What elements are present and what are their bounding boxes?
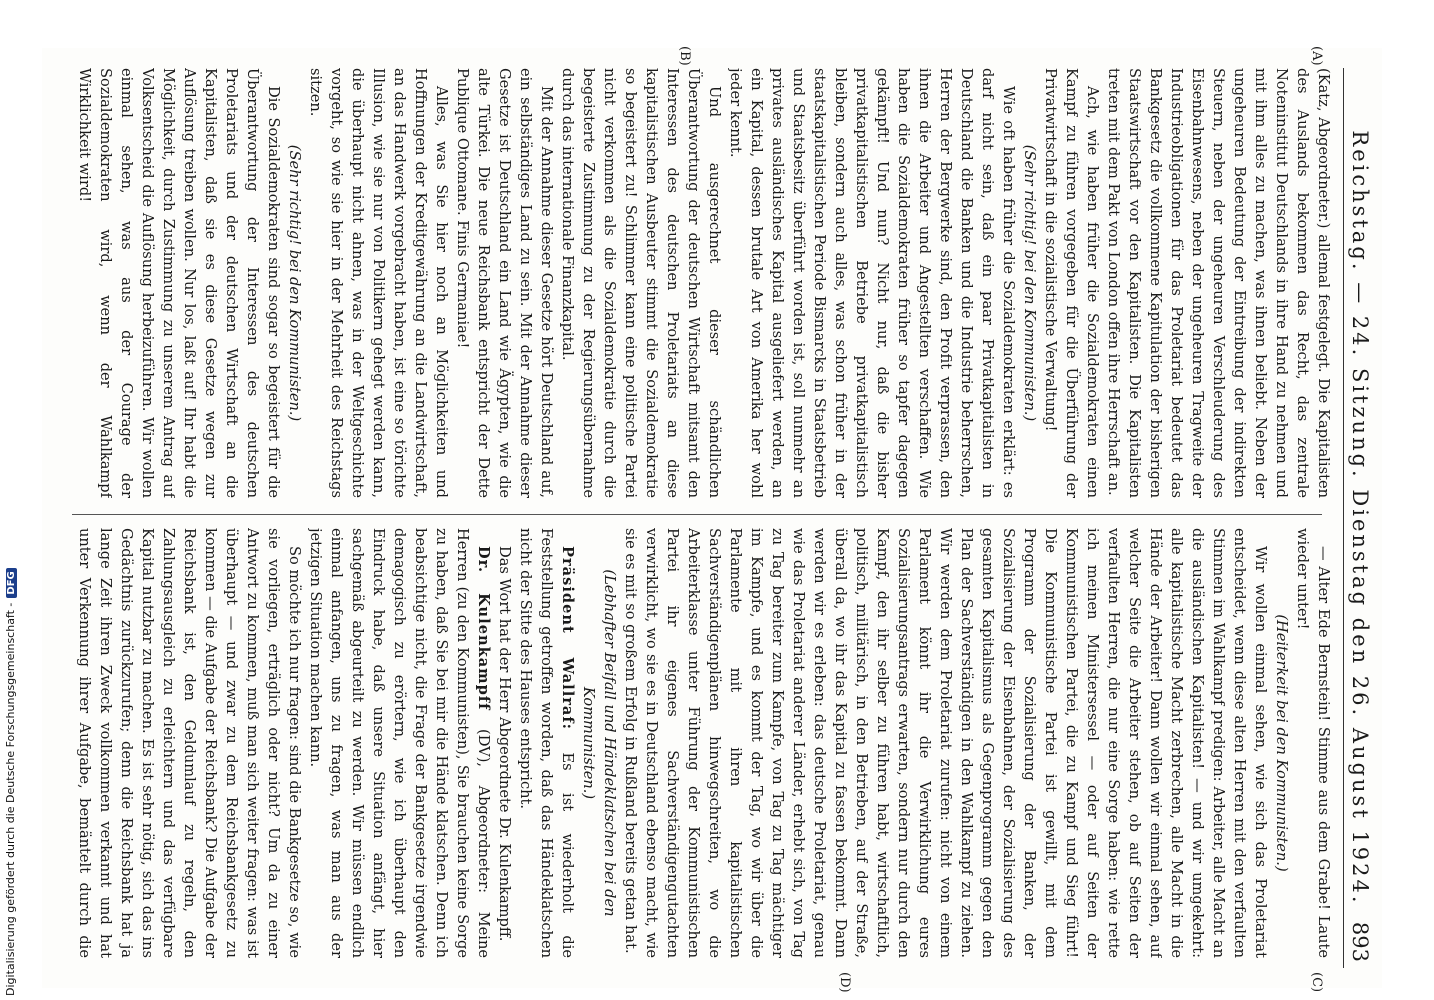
interjection: (Sehr richtig! bei den Kommunisten.) [1021, 144, 1038, 422]
speaker-name: Dr. Kulenkampff [475, 546, 492, 711]
interjection: (Heiterkeit bei den Kommunisten.) [1273, 614, 1290, 872]
paragraph: Alles, was Sie hier noch an Möglichkeiten und Hoffnungen der Kreditgewährung an die Landwirtschaft, an das Handwerk vorgebracht haben, ist eine so törichte Illusion, wie sie nur von Politikern gehegt werden kann, die überhaupt nicht ahnen, was in der Weltgeschichte vorgeht, so wie sie hier in der Mehrheit des Reichstags sitzen. [307, 68, 450, 498]
margin-marker-d: (D) [837, 972, 852, 993]
paragraph: So möchte ich nur fragen: sind die Bankgesetze so, wie sie vorliegen, erträglich oder nicht? Um da zu einer Antwort zu kommen, muß man sich weiter fragen: was ist überhaupt — und zwar zu dem Reichsbankgesetz zu kommen — die Aufgabe der Reichsbank? Die Aufgabe der Reichsbank ist, den Geldumlauf zu regeln, den Zahlungsausgleich zu erleichtern und das verfügbare Kapital nutzbar zu machen. Es ist sehr nötig, sich das ins Gedächtnis zurückzurufen; denn die Reichsbank hat ja lange Zeit ihren Zweck vollkommen verkannt und hat unter Verkennung ihrer Aufgabe, bemäntelt durch die [76, 528, 303, 958]
interjection: (Sehr richtig! bei den Kommunisten.) [286, 144, 303, 422]
speaker-name: Präsident Wallraf: [559, 546, 576, 731]
paragraph: Mit der Annahme dieser Gesetze hört Deutschland auf, ein selbständiges Land zu sein. Mit der Annahme dieser Gesetze ist Deutschland ein Land wie Ägypten, wie die alte Türkei. Die neue Reichsbank entspricht der Dette Publique Ottomane. Finis Germaniae! [454, 68, 555, 498]
paragraph: Wir wollen einmal sehen, wie sich das Proletariat entscheidet, wenn diese alten Herren mit den verfaulten Stimmen im Wahlkampf predigen: Arbeiter, alle Macht an die ausländischen Kapitalisten! — und wir umgekehrt: alle kapitalistische Macht zerbrechen, alle Macht in die Hände der Arbeiter! Dann wollen wir einmal sehen, auf welcher Seite die Arbeiter stehen, ob auf Seiten der verfaulten Herren, die nur eine Sorge haben: wie rette ich meinen Ministersessel — oder auf Seiten der Kommunistischen Partei, die zu Kampf und Sieg führt! Die Kommunistische Partei ist gewillt, mit dem Programm der Sozialisierung der Banken, der Sozialisierung der Eisenbahnen, der Sozialisierung des gesamten Kapitalismus als Gegenprogramm gegen den Plan der Sachverständigen in den Wahlkampf zu ziehen. Wir werden dem Proletariat zurufen: nicht von einem Parlament könnt ihr die Verwirklichung eures Sozialisierungsantrags erwarten, sondern nur durch den Kampf, den ihr selber zu führen habt, wirtschaftlich, politisch, militärisch, in den Betrieben, auf der Straße, überall da, wo ihr das Kapital zu fassen bekommt. Dann werden wir es erleben: das deutsche Proletariat, genau wie das Proletariat anderer Länder, erhebt sich, von Tag zu Tag bereiter zum Kampfe, von Tag zu Tag mächtiger im Kampfe, und es kommt der Tag, wo wir über die Parlamente mit ihren kapitalistischen Sachverständigenplänen hinwegschreiten, wo die Arbeiterklasse unter Führung der Kommunistischen Partei ihr eigenes Sachverständigengutachten verwirklicht, wo sie es in Deutschland ebenso macht, wie sie es mit so großem Erfolg in Rußland bereits getan hat. [622, 528, 1269, 958]
margin-marker-a: (A) [1309, 46, 1324, 66]
column-divider [72, 514, 1322, 515]
scanned-page [42, 46, 1382, 993]
paragraph: Und ausgerechnet dieser schändlichen Überantwortung der deutschen Wirtschaft mitsamt den Interessen des deutschen Proletariats an diese kapitalistischen Ausbeuter stimmt die Sozialdemokratie so begeistert zu! Schlimmer kann eine politische Partei nicht verkommen als die Sozialdemokratie durch die begeisterte Zustimmung zu der Regierungsübernahme durch das internationale Finanzkapital. [559, 68, 723, 498]
running-title: Reichstag. — 24. Sitzung. Dienstag den 26. August 1924. [1348, 130, 1372, 906]
paragraph [515, 528, 578, 958]
margin-marker-b: (B) [677, 46, 692, 66]
speech-text: Es ist wiederholt die Feststellung getroffen worden, daß das Händeklatschen nicht der Sitte des Hauses entspricht. [517, 528, 576, 958]
margin-marker-c: (C) [1309, 972, 1324, 993]
paragraph: (Katz, Abgeordneter.) allemal festgelegt. Die Kapitalisten des Auslands bekommen das Recht, das zentrale Noteninstitut Deutschlands in ihre Hand zu nehmen und mit ihm alles zu machen, was ihnen beliebt. Neben der ungeheuren Bedeutung der Eintreibung der indirekten Steuern, neben der ungeheuren Verschleuderung des Eisenbahnwesens, neben der ungeheuren Tragweite der Industrieobligationen für das Proletariat bedeutet das Bankgesetz die vollkommene Kapitulation der bisherigen Staatswirtschaft vor den Kapitalisten. Die Kapitalisten treten mit dem Pakt von London offen ihre Herrschaft an. [1105, 68, 1332, 498]
left-column [74, 68, 1334, 498]
speech-text: (DV), Abgeordneter: Meine Herren (zu den Kommunisten), Sie brauchen keine Sorge zu haben, daß Sie bei mir die Hände klatschen. Denn ich beabsichtige nicht, die Frage der Bankgesetze irgendwie demagogisch zu erörtern, wie ich überhaupt den Eindruck habe, daß unsere Situation anfängt, hier sachgemäß abgeurteilt zu werden. Wir müssen endlich einmal anfangen, uns zu fragen, was man aus der jetzigen Situation machen kann. [307, 528, 492, 958]
credit-text: Digitalisierung gefördert durch die Deutsche Forschungsgemeinschaft - [4, 602, 17, 996]
dfg-logo: DFG [6, 568, 17, 597]
page-header [1343, 68, 1374, 968]
paragraph: Wie oft haben früher die Sozialdemokraten erklärt: es darf nicht sein, daß ein paar Privatkapitalisten in Deutschland die Banken und die Industrie beherrschen, Herren der Bergwerke sind, den Profit verprassen, den ihnen die Arbeiter und Angestellten verschaffen. Wie haben die Sozialdemokraten früher so tapfer dagegen gekämpft! Und nun? Nicht nur, daß die bisher privatkapitalistischen Betriebe privatkapitalistisch bleiben, sondern auch alles, was schon früher in der staatskapitalistischen Periode Bismarcks in Staatsbetrieb und Staatsbesitz überführt worden ist, soll nunmehr an privates ausländisches Kapital ausgeliefert werden, an ein Kapital, dessen brutale Art von Amerika her wohl jeder kennt. [727, 68, 1017, 498]
paragraph: Ach, wie haben früher die Sozialdemokraten einen Kampf zu führen vorgegeben für die Überführung der Privatwirtschaft in die sozialistische Verwaltung! [1042, 68, 1101, 498]
interjection: (Lebhafter Beifall und Händeklatschen bei den Kommunisten.) [580, 569, 618, 917]
digitization-credit [4, 568, 17, 996]
right-column [74, 528, 1334, 958]
page-number: 893 [1348, 921, 1372, 962]
paragraph: Das Wort hat der Herr Abgeordnete Dr. Kulenkampff. [496, 546, 513, 942]
paragraph: — Alter Ede Bernstein! Stimme aus dem Grabe! Laute wieder unter! [1294, 528, 1332, 958]
paragraph: Die Sozialdemokraten sind sogar so begeistert für die Überantwortung der Interessen des deutschen Proletariats und der deutschen Wirtschaft an die Kapitalisten, daß sie es diese Gesetze wegen zur Auflösung treiben wollen. Nur los, laßt auf! Ihr habt die Möglichkeit, durch Zustimmung zu unserem Antrag auf Volksentscheid die Auflösung herbeizuführen. Wir wollen einmal sehen, was aus der Courage der Sozialdemokraten wird, wenn der Wahlkampf Wirklichkeit wird! [76, 68, 282, 498]
paragraph [305, 528, 494, 958]
